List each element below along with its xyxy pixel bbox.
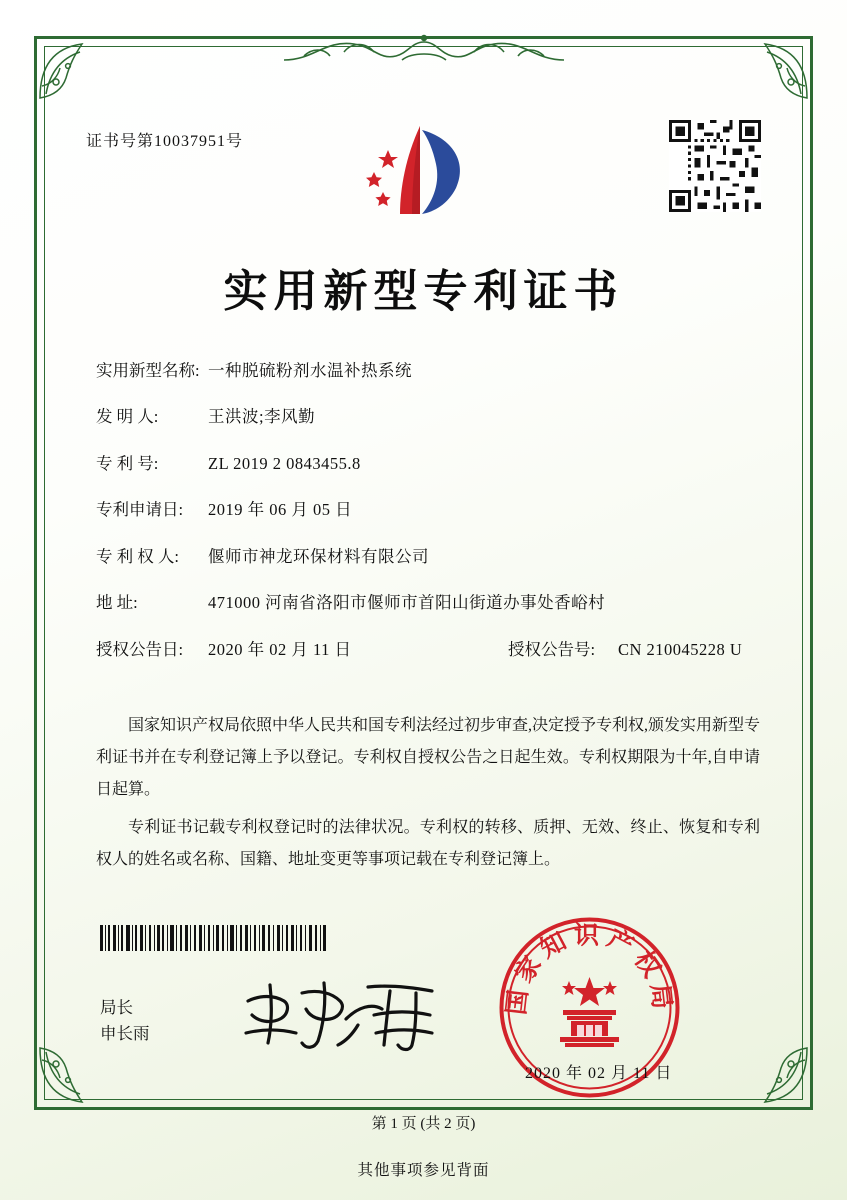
field-row-utility-model-name bbox=[96, 360, 756, 381]
field-value: 2019 年 06 月 05 日 bbox=[208, 500, 353, 520]
field-label: 地 址: bbox=[96, 593, 138, 613]
field-label: 专利申请日: bbox=[96, 500, 184, 520]
field-label: 专 利 权 人: bbox=[96, 546, 179, 566]
legal-paragraph-1: 国家知识产权局依照中华人民共和国专利法经过初步审查,决定授予专利权,颁发实用新型专利证书并在专利登记簿上予以登记。专利权自授权公告之日起生效。专利权期限为十年,自申请日起算。 bbox=[96, 717, 761, 798]
corner-ornament-bottom-right bbox=[737, 1044, 811, 1108]
qr-code-icon bbox=[669, 120, 761, 212]
corner-ornament-top-right bbox=[737, 38, 811, 102]
field-label: 专 利 号: bbox=[96, 453, 159, 473]
page-title: 实用新型专利证书 bbox=[223, 267, 624, 316]
field-value: 一种脱硫粉剂水温补热系统 bbox=[208, 361, 412, 380]
corner-ornament-top-left bbox=[36, 38, 110, 102]
field-label: 发 明 人: bbox=[96, 407, 159, 427]
patent-fields bbox=[96, 360, 756, 685]
cnipa-logo-icon bbox=[360, 118, 480, 228]
field-value: 王洪波;李风勤 bbox=[208, 407, 316, 427]
field-row-patentee bbox=[96, 546, 756, 567]
top-flourish-ornament bbox=[284, 30, 564, 70]
corner-ornament-bottom-left bbox=[36, 1044, 110, 1108]
field-value: 2020 年 02 月 11 日 bbox=[208, 639, 352, 659]
signature-labels bbox=[100, 995, 150, 1046]
certificate-number: 证书号第10037951号 bbox=[86, 133, 244, 150]
commissioner-title: 局长 bbox=[100, 998, 133, 1017]
legal-paragraph-2: 专利证书记载专利权登记时的法律状况。专利权的转移、质押、无效、终止、恢复和专利权人的姓名或名称、国籍、地址变更等事项记载在专利登记簿上。 bbox=[96, 819, 760, 868]
commissioner-name: 申长雨 bbox=[100, 1023, 150, 1043]
barcode-icon bbox=[100, 925, 326, 951]
svg-text:国家知识产权局: 国家知识产权局 bbox=[503, 922, 676, 1017]
footer-note: 其他事项参见背面 bbox=[357, 1162, 490, 1179]
field-row-application-date bbox=[96, 499, 756, 520]
field-label: 授权公告日: bbox=[96, 639, 184, 659]
field-label-secondary: 授权公告号: bbox=[508, 639, 596, 659]
seal-date: 2020 年 02 月 11 日 bbox=[525, 1065, 673, 1082]
field-value: 471000 河南省洛阳市偃师市首阳山街道办事处香峪村 bbox=[208, 593, 606, 613]
field-label: 实用新型名称: bbox=[96, 361, 200, 380]
field-row-patent-number bbox=[96, 453, 756, 474]
field-row-inventor bbox=[96, 406, 756, 427]
handwritten-signature-icon bbox=[240, 975, 450, 1055]
field-row-grant-announcement bbox=[96, 639, 756, 660]
page-number: 第 1 页 (共 2 页) bbox=[371, 1116, 476, 1132]
legal-text bbox=[96, 710, 760, 882]
field-value: 偃师市神龙环保材料有限公司 bbox=[208, 546, 429, 566]
field-value-secondary: CN 210045228 U bbox=[618, 639, 743, 659]
field-row-address bbox=[96, 592, 756, 613]
field-value: ZL 2019 2 0843455.8 bbox=[208, 453, 361, 473]
